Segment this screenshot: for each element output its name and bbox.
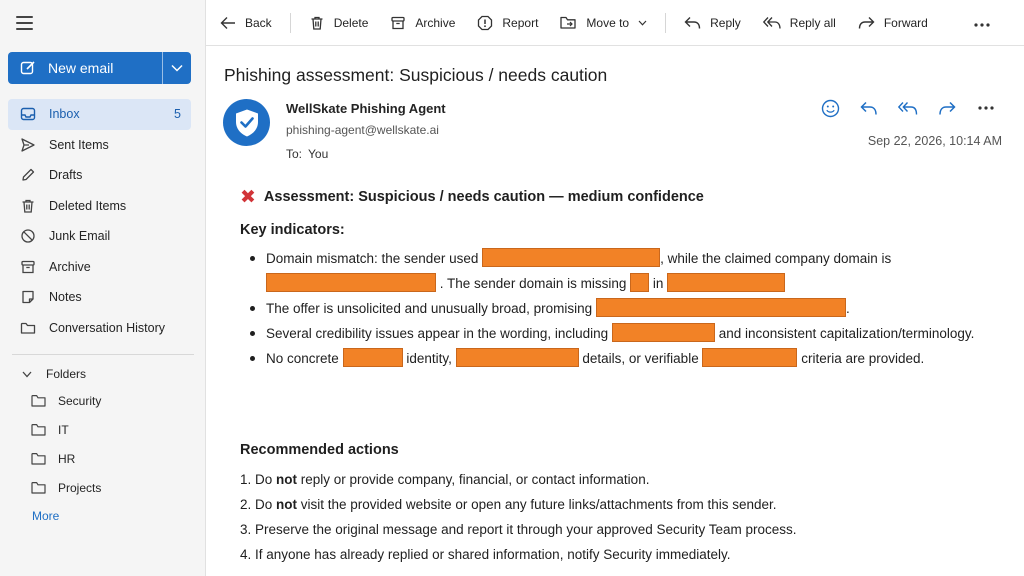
sidebar-item-inbox[interactable] (8, 99, 191, 130)
bullet-text: identity, (406, 351, 452, 366)
reply-all-icon (763, 16, 781, 30)
assessment-text: Assessment: Suspicious / needs caution — medium confidence (263, 189, 704, 205)
reading-pane (206, 46, 1024, 576)
redaction-block (596, 298, 846, 317)
step-emphasis: not (276, 497, 298, 512)
inbox-icon (20, 106, 36, 122)
block-icon (20, 228, 36, 244)
bullet-text: . (845, 301, 850, 316)
reply-all-icon[interactable] (898, 98, 918, 118)
redaction-block (612, 323, 715, 342)
cross-mark-icon: ✖ (240, 186, 256, 208)
send-icon (20, 137, 36, 153)
move-to-label: Move to (586, 15, 630, 30)
reply-button[interactable] (684, 8, 741, 38)
more-options-icon[interactable] (976, 98, 996, 118)
folders-toggle[interactable] (8, 362, 191, 386)
folder-security[interactable] (8, 386, 191, 415)
avatar (223, 99, 270, 146)
sidebar-item-label: Drafts (49, 168, 83, 183)
redaction-block (343, 348, 403, 367)
chevron-down-icon (22, 371, 32, 378)
bullet-text: and inconsistent capitalization/terminology. (718, 326, 975, 341)
report-button[interactable] (477, 8, 538, 38)
bullet-text: Domain mismatch: the sender used (266, 251, 479, 266)
assessment-line (240, 186, 1000, 208)
back-button[interactable] (220, 8, 272, 38)
folder-it[interactable] (8, 415, 191, 444)
emoji-reaction-icon[interactable] (820, 98, 840, 118)
list-item (248, 321, 988, 346)
new-email-button[interactable] (8, 52, 162, 84)
pencil-icon (20, 167, 36, 183)
message-body (240, 186, 1000, 562)
list-item: 3. Preserve the original message and report it through your approved Security Team process. (240, 522, 797, 537)
redaction-block (702, 348, 797, 367)
folder-icon (31, 394, 46, 407)
report-icon (477, 15, 493, 31)
new-email-button-group (8, 52, 191, 84)
report-label: Report (502, 15, 539, 30)
redaction-block (482, 248, 660, 267)
folder-label: Projects (58, 480, 102, 495)
folders-section (8, 362, 191, 530)
trash-icon (309, 15, 325, 31)
folders-label: Folders (46, 367, 87, 381)
sidebar-item-drafts[interactable] (8, 160, 191, 191)
more-options-icon[interactable] (974, 14, 990, 32)
bullet-text: in (652, 276, 664, 291)
sidebar-item-deleted-items[interactable] (8, 191, 191, 222)
move-folder-icon (560, 15, 577, 30)
sidebar-item-archive[interactable] (8, 252, 191, 283)
folder-label: IT (58, 422, 69, 437)
bullet-text: . The sender domain is missing (439, 276, 627, 291)
note-icon (20, 289, 36, 305)
recipient-line (286, 147, 328, 161)
shield-check-icon (234, 108, 260, 138)
sidebar-item-sent-items[interactable] (8, 130, 191, 161)
unread-count-badge: 5 (174, 107, 181, 122)
sender-name: WellSkate Phishing Agent (286, 101, 446, 116)
sidebar-item-notes[interactable] (8, 282, 191, 313)
forward-icon (858, 16, 875, 30)
reply-icon[interactable] (859, 98, 879, 118)
folder-icon (31, 481, 46, 494)
sidebar-item-label: Inbox (49, 107, 80, 122)
sidebar-item-junk-email[interactable] (8, 221, 191, 252)
folder-label: HR (58, 451, 76, 466)
chevron-down-icon (171, 64, 183, 72)
nav-list (8, 99, 191, 343)
actions-list (240, 467, 980, 567)
message-actions (820, 98, 1015, 118)
toolbar-divider (665, 13, 666, 33)
archive-label: Archive (415, 15, 456, 30)
redaction-block (456, 348, 579, 367)
forward-icon[interactable] (937, 98, 957, 118)
folder-icon (31, 423, 46, 436)
actions-heading: Recommended actions (240, 442, 399, 458)
bullet-text: No concrete (266, 351, 339, 366)
delete-button[interactable] (309, 8, 369, 38)
recipient-name[interactable]: You (308, 147, 329, 161)
sidebar-item-conversation-history[interactable] (8, 313, 191, 344)
bullet-text: The offer is unsolicited and unusually broad, promising (266, 301, 593, 316)
sidebar-divider (12, 354, 194, 355)
bullet-text: criteria are provided. (801, 351, 925, 366)
archive-icon (20, 259, 36, 275)
arrow-left-icon (220, 16, 236, 30)
sidebar-item-label: Conversation History (49, 320, 166, 335)
reply-all-label: Reply all (789, 15, 836, 30)
folder-projects[interactable] (8, 473, 191, 502)
sidebar-item-label: Sent Items (49, 137, 109, 152)
folder-label: Security (58, 393, 102, 408)
reply-icon (684, 16, 701, 30)
message-subject: Phishing assessment: Suspicious / needs caution (224, 65, 608, 85)
sidebar-item-label: Deleted Items (49, 198, 127, 213)
step-text: visit the provided website or open any future links/attachments from this sender. (297, 497, 777, 512)
sidebar-item-label: Archive (49, 259, 91, 274)
bullet-text: Several credibility issues appear in the wording, including (266, 326, 609, 341)
redaction-block (667, 273, 785, 292)
step-emphasis: not (276, 472, 298, 487)
redaction-block (266, 273, 436, 292)
message-timestamp: Sep 22, 2026, 10:14 AM (867, 134, 1002, 148)
to-label: To: (286, 147, 303, 161)
delete-label: Delete (333, 15, 369, 30)
folder-hr[interactable] (8, 444, 191, 473)
indicators-list (248, 246, 988, 371)
bullet-text: , while the claimed company domain is (660, 251, 892, 266)
list-item (240, 467, 980, 492)
new-email-dropdown[interactable] (163, 52, 191, 84)
archive-icon (390, 15, 406, 31)
folder-icon (31, 452, 46, 465)
sidebar (0, 0, 206, 576)
reply-all-button[interactable] (763, 8, 836, 38)
list-item: 4. If anyone has already replied or shared information, notify Security immediately. (240, 547, 731, 562)
list-item (248, 246, 988, 296)
reply-label: Reply (710, 15, 741, 30)
folder-icon (20, 320, 36, 336)
hamburger-menu-icon[interactable] (16, 15, 34, 29)
sidebar-item-label: Junk Email (49, 229, 111, 244)
step-text: 2. Do (240, 497, 277, 512)
move-to-button[interactable] (560, 8, 647, 38)
message-toolbar (206, 0, 1024, 46)
sender-email[interactable]: phishing-agent@wellskate.ai (286, 123, 439, 137)
redaction-block (630, 273, 649, 292)
list-item (248, 346, 988, 371)
chevron-down-icon (638, 20, 647, 26)
more-folders-link[interactable]: More (32, 509, 60, 523)
trash-icon (20, 198, 36, 214)
list-item (248, 296, 988, 321)
new-email-label: New email (48, 60, 114, 76)
forward-label: Forward (883, 15, 928, 30)
step-text: reply or provide company, financial, or contact information. (297, 472, 650, 487)
indicators-heading: Key indicators: (240, 222, 345, 238)
toolbar-divider (290, 13, 291, 33)
step-text: 1. Do (240, 472, 277, 487)
archive-button[interactable] (390, 8, 455, 38)
back-label: Back (245, 15, 272, 30)
bullet-text: details, or verifiable (582, 351, 699, 366)
list-item (240, 492, 980, 517)
forward-button[interactable] (858, 8, 928, 38)
compose-icon (20, 60, 36, 76)
sidebar-item-label: Notes (49, 290, 82, 305)
